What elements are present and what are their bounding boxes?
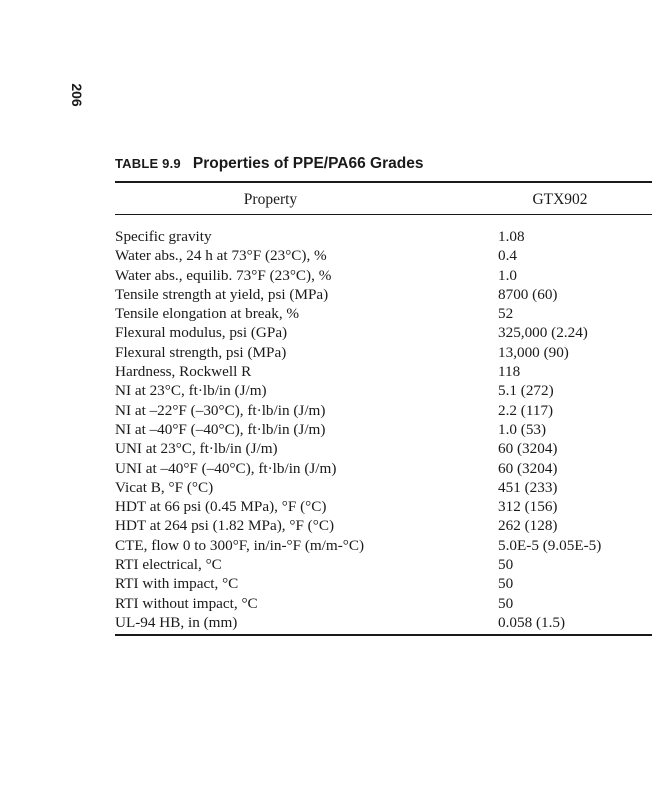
table-row	[115, 516, 652, 535]
table-row	[115, 381, 652, 400]
table-row	[115, 304, 652, 323]
property-cell: HDT at 66 psi (0.45 MPa), °F (°C)	[115, 498, 327, 516]
property-cell: HDT at 264 psi (1.82 MPa), °F (°C)	[115, 517, 335, 535]
value-cell: 5.0E-5 (9.05E-5)	[498, 536, 602, 554]
table-row	[115, 439, 652, 458]
table-body	[115, 227, 652, 632]
table-row	[115, 420, 652, 439]
table-row	[115, 362, 652, 381]
property-cell: UL-94 HB, in (mm)	[115, 613, 238, 631]
value-cell: 325,000 (2.24)	[498, 324, 588, 342]
column-header-property: Property	[243, 191, 298, 208]
table-row	[115, 594, 652, 613]
table-row	[115, 613, 652, 632]
table-row	[115, 343, 652, 362]
table-label: TABLE 9.9	[115, 156, 181, 171]
value-cell: 118	[498, 363, 521, 381]
table-row	[115, 459, 652, 478]
property-cell: Vicat B, °F (°C)	[115, 478, 214, 496]
value-cell: 312 (156)	[498, 498, 558, 516]
value-cell: 50	[498, 594, 514, 612]
property-cell: Tensile elongation at break, %	[115, 305, 300, 323]
value-cell: 8700 (60)	[498, 285, 558, 303]
property-cell: NI at –22°F (–30°C), ft·lb/in (J/m)	[115, 401, 326, 419]
property-cell: Hardness, Rockwell R	[115, 363, 252, 381]
table-row	[115, 266, 652, 285]
value-cell: 451 (233)	[498, 478, 558, 496]
property-cell: Water abs., equilib. 73°F (23°C), %	[115, 266, 332, 284]
property-cell: UNI at –40°F (–40°C), ft·lb/in (J/m)	[115, 459, 337, 477]
property-cell: Flexural strength, psi (MPa)	[115, 343, 287, 361]
table-row	[115, 536, 652, 555]
property-cell: Water abs., 24 h at 73°F (23°C), %	[115, 247, 327, 265]
property-cell: NI at –40°F (–40°C), ft·lb/in (J/m)	[115, 420, 326, 438]
table-row	[115, 478, 652, 497]
property-cell: Flexural modulus, psi (GPa)	[115, 324, 288, 342]
table-bottom-rule	[115, 634, 652, 636]
value-cell: 1.08	[498, 228, 525, 245]
property-cell: Tensile strength at yield, psi (MPa)	[115, 285, 329, 303]
value-cell: 52	[498, 305, 514, 323]
table-row	[115, 285, 652, 304]
value-cell: 0.4	[498, 247, 517, 265]
property-cell: NI at 23°C, ft·lb/in (J/m)	[115, 382, 267, 400]
table-header-rule	[115, 214, 652, 215]
property-cell: RTI with impact, °C	[115, 575, 239, 593]
value-cell: 5.1 (272)	[498, 382, 554, 400]
column-header-grade: GTX902	[532, 191, 588, 208]
value-cell: 60 (3204)	[498, 459, 558, 477]
table-row	[115, 401, 652, 420]
table-title: Properties of PPE/PA66 Grades	[192, 155, 424, 172]
table-row	[115, 323, 652, 342]
table-row	[115, 246, 652, 265]
table-row	[115, 227, 652, 246]
table-top-rule	[115, 181, 652, 183]
property-cell: Specific gravity	[115, 228, 212, 245]
property-cell: UNI at 23°C, ft·lb/in (J/m)	[115, 440, 278, 458]
value-cell: 262 (128)	[498, 517, 558, 535]
property-cell: CTE, flow 0 to 300°F, in/in-°F (m/m-°C)	[115, 536, 365, 554]
value-cell: 50	[498, 556, 514, 574]
value-cell: 2.2 (117)	[498, 401, 554, 419]
table-row	[115, 574, 652, 593]
property-cell: RTI without impact, °C	[115, 594, 258, 612]
table-row	[115, 555, 652, 574]
value-cell: 13,000 (90)	[498, 343, 569, 361]
property-cell: RTI electrical, °C	[115, 556, 222, 574]
table-caption	[115, 155, 423, 177]
value-cell: 60 (3204)	[498, 440, 558, 458]
value-cell: 50	[498, 575, 514, 593]
value-cell: 1.0	[498, 266, 517, 284]
value-cell: 1.0 (53)	[498, 420, 547, 438]
value-cell: 0.058 (1.5)	[498, 613, 566, 631]
page-number: 206	[69, 83, 85, 107]
table-row	[115, 497, 652, 516]
